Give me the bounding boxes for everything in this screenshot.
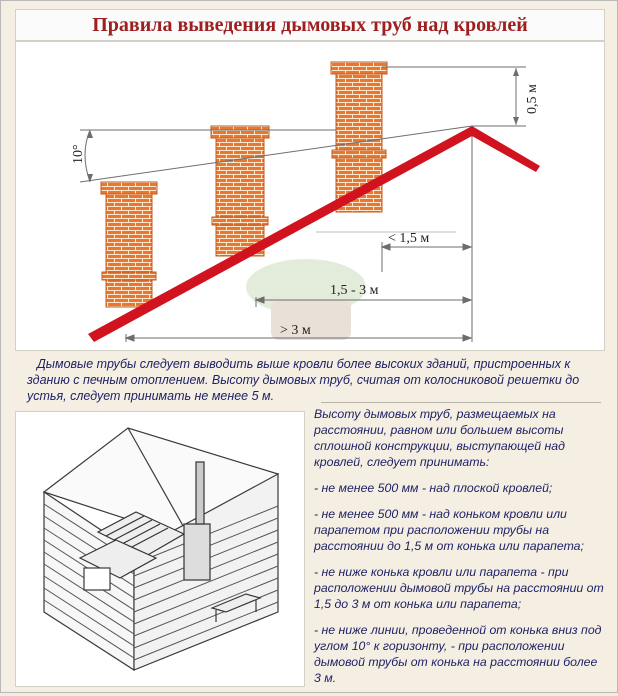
angle-label: 10° xyxy=(71,144,86,164)
bathhouse-sketch xyxy=(15,411,305,687)
rule-item: - не ниже линии, проведенной от конька вниз под углом 10° к горизонту, - при расположении дымовой трубы от конька на расстоянии более 3 м. xyxy=(314,623,602,685)
rules-intro: Высоту дымовых труб, размещаемых на расстоянии, равном или большем высоты сплошной конструкции, выступающей над кровлей, следует принимать: xyxy=(314,407,565,469)
rules-text xyxy=(314,406,606,696)
sketch-window xyxy=(84,568,110,590)
chimney-far xyxy=(101,182,157,307)
divider xyxy=(321,402,601,403)
distance-mid-label: 1,5 - 3 м xyxy=(330,283,379,298)
caption-text: Дымовые трубы следует выводить выше кровли более высоких зданий, пристроенных к зданию с печным отоплением. Высоту дымовых труб, считая от колосниковой решетки до устья, следует принимать не менее 5 м. xyxy=(27,357,580,403)
chimney-mid xyxy=(211,126,269,256)
rule-item: - не менее 500 мм - над плоской кровлей; xyxy=(314,481,553,495)
height-label: 0,5 м xyxy=(525,84,540,114)
page-title: Правила выведения дымовых труб над кровлей xyxy=(92,14,528,36)
rule-item: - не менее 500 мм - над коньком кровли или парапетом при расположении трубы на расстоянии до 1,5 м от конька или парапета; xyxy=(314,507,584,553)
distance-near-label: < 1,5 м xyxy=(388,231,430,246)
distance-far-label: > 3 м xyxy=(280,323,311,338)
chimney-height-diagram xyxy=(15,41,605,351)
title-bar xyxy=(15,9,605,41)
rule-item: - не ниже конька кровли или парапета - при расположении дымовой трубы на расстоянии от 1,5 до 3 м от конька или парапета; xyxy=(314,565,604,611)
